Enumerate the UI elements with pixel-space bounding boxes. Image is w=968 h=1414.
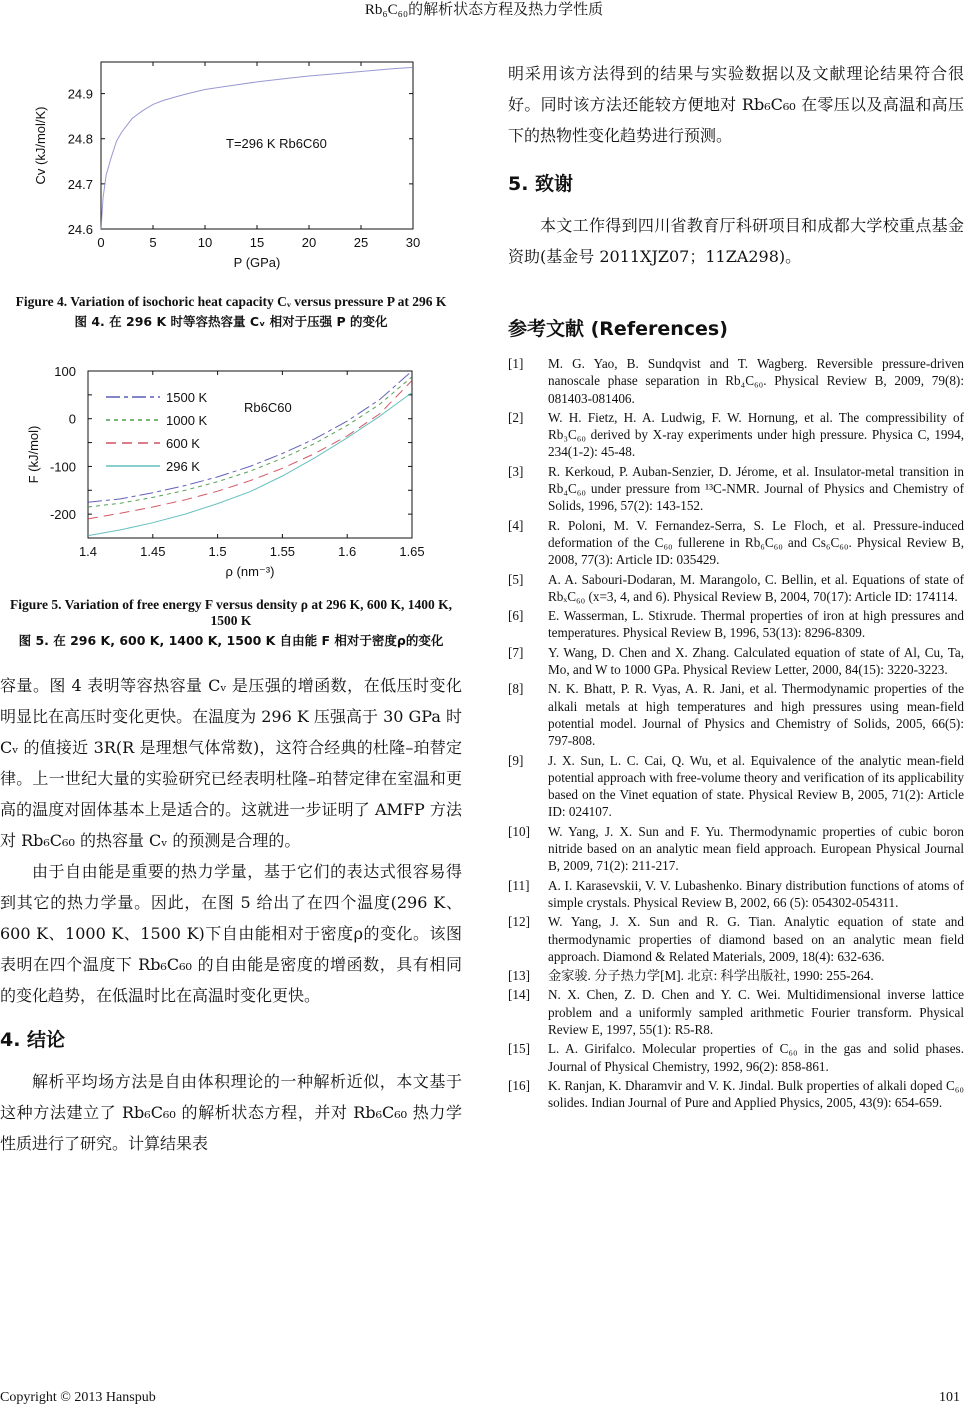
figure-4 [0,40,462,278]
left-column [0,40,462,1159]
reference-item [508,1040,964,1075]
reference-number: [3] [508,463,524,479]
reference-item [508,1077,964,1112]
reference-text: R. Kerkoud, P. Auban-Senzier, D. Jérome, et al. Insulator-metal transition in Rb₄C₆₀ under pressure from ¹³C-NMR. Journal of Physics and Chemistry of Solids, 1996, 57(2): 143-152. [548,463,964,514]
y-tick-label: 24.9 [67,86,93,102]
x-tick-label: 15 [249,235,265,250]
reference-item [508,355,964,407]
x-tick-label: 20 [301,235,317,250]
reference-number: [13] [508,968,530,984]
x-tick-label: 1.55 [269,544,296,559]
body-paragraph: 明采用该方法得到的结果与实验数据以及文献理论结果符合很好。同时该方法还能较方便地对 Rb₆C₆₀ 在零压以及高温和高压下的热物性变化趋势进行预测。 [508,64,964,145]
reference-text: W. Yang, J. X. Sun and R. G. Tian. Analytic equation of state and thermodynamic properties of diamond based on an analytic mean field approach. Diamond & Related Materials, 2009, 18(4): 632-636. [548,914,964,964]
x-tick-label: 1.5 [208,544,227,559]
right-column [508,58,964,1113]
y-tick-label: 100 [54,364,76,379]
y-tick-label: 24.8 [67,131,93,147]
body-paragraph: 容量。图 4 表明等容热容量 Cᵥ 是压强的增函数，在低压时变化明显比在高压时变化更快。在温度为 296 K 压强高于 30 GPa 时 Cᵥ 的值接近 3R(R 是理想气体常数)，这符合经典的杜隆–珀替定律。上一世纪大量的实验研究已经表明杜隆–珀替定律在室温和更高的温度对固体基本上是适合的。这就进一步证明了 AMFP 方法对 Rb₆C₆₀ 的热容量 Cᵥ 的预测是合理的。 [0,676,462,850]
reference-text: L. A. Girifalco. Molecular properties of C₆₀ in the gas and solid phases. Journal of Physical Chemistry, 1992, 96(2): 858-861. [548,1041,964,1074]
reference-item [508,571,964,606]
y-axis-label: Cv (kJ/mol/K) [33,106,48,185]
reference-item [508,680,964,749]
reference-number: [4] [508,517,524,533]
y-tick-label: -200 [49,507,76,523]
series-line-1000-k [88,377,412,507]
y-axis-label: F (kJ/mol) [26,425,41,484]
reference-text: A. I. Karasevskii, V. V. Lubashenko. Binary distribution functions of atoms of simple crystals. Physical Review B, 2002, 66 (5): 054302-054311. [548,877,964,910]
reference-item [508,752,964,821]
y-tick-label: -100 [49,459,76,475]
reference-text: Y. Wang, D. Chen and X. Zhang. Calculated equation of state of Al, Cu, Ta, Mo, and W to 1000 GPa. Physical Review Letter, 2000, 84(15): 3220-3223. [548,644,964,678]
reference-number: [15] [508,1041,530,1057]
references-heading: 参考文献 (References) [508,318,728,340]
reference-number: [8] [508,681,524,697]
x-tick-label: 5 [149,235,157,250]
reference-item [508,913,964,965]
reference-item [508,877,964,912]
x-tick-label: 0 [97,235,105,250]
reference-item [508,823,964,875]
reference-number: [7] [508,644,524,660]
plot-frame [88,371,412,538]
reference-text: N. X. Chen, Z. D. Chen and Y. C. Wei. Multidimensional inverse lattice problem and a uniformly sampled arithmetic Fourier transform. Physical Review E, 1997, 55(1): R5-R8. [548,987,964,1037]
x-tick-label: 30 [405,235,421,250]
copyright: Copyright © 2013 Hanspub [0,1390,156,1405]
reference-number: [6] [508,608,524,624]
figure-4-caption-en: Figure 4. Variation of isochoric heat capacity Cᵥ versus pressure P at 296 K [15,294,447,309]
reference-item [508,644,964,679]
reference-text: E. Wasserman, L. Stixrude. Thermal properties of iron at high pressures and temperatures. Physical Review B, 1996, 53(13): 8296-8309. [548,608,964,641]
x-tick-label: 25 [353,235,369,250]
reference-number: [9] [508,752,524,768]
y-tick-label: 0 [68,411,76,427]
reference-item [508,409,964,461]
reference-list [508,355,964,1111]
reference-item [508,986,964,1038]
chart-annotation: Rb6C60 [244,400,292,415]
reference-text: A. A. Sabouri-Dodaran, M. Marangolo, C. Bellin, et al. Equations of state of RbₓC₆₀ (x=3, 4, and 6). Physical Review B, 2004, 70(17): Article ID: 174114. [548,571,964,604]
legend-label: 600 K [166,436,200,451]
x-axis-label: ρ (nm⁻³) [225,564,275,579]
section-heading: 5. 致谢 [508,173,574,195]
x-axis-label: P (GPa) [233,255,281,270]
figure-5-caption-en: Figure 5. Variation of free energy F versus density ρ at 296 K, 600 K, 1400 K, 1500 K [10,597,452,628]
page-number: 101 [939,1390,960,1405]
figure-4-caption-zh: 图 4. 在 296 K 时等容热容量 Cᵥ 相对于压强 P 的变化 [74,314,388,329]
reference-text: W. Yang, J. X. Sun and F. Yu. Thermodynamic properties of cubic boron nitride based on an analytic mean field approach. European Physical Journal B, 2009, 71(2): 211-217. [548,823,964,874]
y-tick-label: 24.7 [67,176,93,192]
reference-text: M. G. Yao, B. Sundqvist and T. Wagberg. Reversible pressure-driven nanoscale phase separation in Rb₄C₆₀. Physical Review B, 2009, 79(8): 081403-081406. [548,356,964,406]
reference-number: [1] [508,356,524,371]
reference-text: 金家骏. 分子热力学[M]. 北京: 科学出版社, 1990: 255-264. [548,968,874,984]
legend-label: 1000 K [166,413,208,428]
y-tick-label: 24.6 [67,222,93,237]
x-tick-label: 1.4 [78,544,98,559]
chart-annotation: T=296 K Rb6C60 [226,136,327,151]
legend-label: 1500 K [166,390,208,405]
figure-4-chart [0,40,462,278]
series-line-1500-k [88,371,412,502]
reference-number: [11] [508,877,530,893]
reference-text: K. Ranjan, K. Dharamvir and V. K. Jindal. Bulk properties of alkali doped C₆₀ solides. Indian Journal of Pure and Applied Physics, 2005, 43(9): 654-659. [548,1077,964,1111]
reference-text: W. H. Fietz, H. A. Ludwig, F. W. Hornung, et al. The compressibility of Rb₃C₆₀ derived by X-ray experiments under high pressure. Physica C, 1994, 234(1-2): 45-48. [548,409,964,460]
figure-5-chart [0,349,462,587]
section-heading: 4. 结论 [0,1029,66,1051]
body-paragraph: 本文工作得到四川省教育厅科研项目和成都大学校重点基金资助(基金号 2011XJZ07；11ZA298)。 [508,216,964,266]
reference-number: [16] [508,1077,530,1093]
figure-5 [0,349,462,587]
x-tick-label: 1.65 [399,544,425,559]
reference-text: R. Poloni, M. V. Fernandez-Serra, S. Le Floch, et al. Pressure-induced deformation of the C₆₀ fullerene in Rb₆C₆₀ and Cs₆C₆₀. Physical Review B, 2008, 77(3): Article ID: 035429. [548,517,964,568]
reference-item [508,463,964,515]
figure-5-caption-zh: 图 5. 在 296 K, 600 K, 1400 K, 1500 K 自由能 F 相对于密度ρ的变化 [18,633,444,648]
reference-item [508,517,964,569]
reference-item [508,967,964,984]
reference-item [508,607,964,642]
x-tick-label: 1.45 [140,544,166,559]
reference-number: [14] [508,987,530,1003]
body-paragraph: 由于自由能是重要的热力学量，基于它们的表达式很容易得到其它的热力学量。因此，在图 5 给出了在四个温度(296 K、600 K、1000 K、1500 K)下自由能相对于密度ρ的变化。该图表明在四个温度下 Rb₆C₆₀ 的自由能是密度的增函数，具有相同的变化趋势，在低温时比在高温时变化更快。 [0,862,462,1005]
x-tick-label: 10 [197,235,213,250]
body-paragraph: 解析平均场方法是自由体积理论的一种解析近似，本文基于这种方法建立了 Rb₆C₆₀ 的解析状态方程，并对 Rb₆C₆₀ 热力学性质进行了研究。计算结果表 [0,1072,462,1153]
reference-number: [10] [508,823,530,839]
legend-label: 296 K [166,459,200,474]
x-tick-label: 1.6 [338,544,357,559]
reference-number: [12] [508,914,530,930]
reference-number: [2] [508,409,524,425]
reference-text: N. K. Bhatt, P. R. Vyas, A. R. Jani, et al. Thermodynamic properties of the alkali metals at high temperatures and high pressures using mean-field potential model. Journal of Physics and Chemistry of Solids, 2005, 66(5): 797-808. [548,681,964,749]
reference-text: J. X. Sun, L. C. Cai, Q. Wu, et al. Equivalence of the analytic mean-field potential approach with free-volume theory and verification of its applicability based on the Vinet equation of state. Physical Review B, 2005, 71(2): Article ID: 024107. [548,752,964,820]
running-header: Rb₆C₆₀的解析状态方程及热力学性质 [364,2,604,18]
reference-number: [5] [508,571,524,587]
